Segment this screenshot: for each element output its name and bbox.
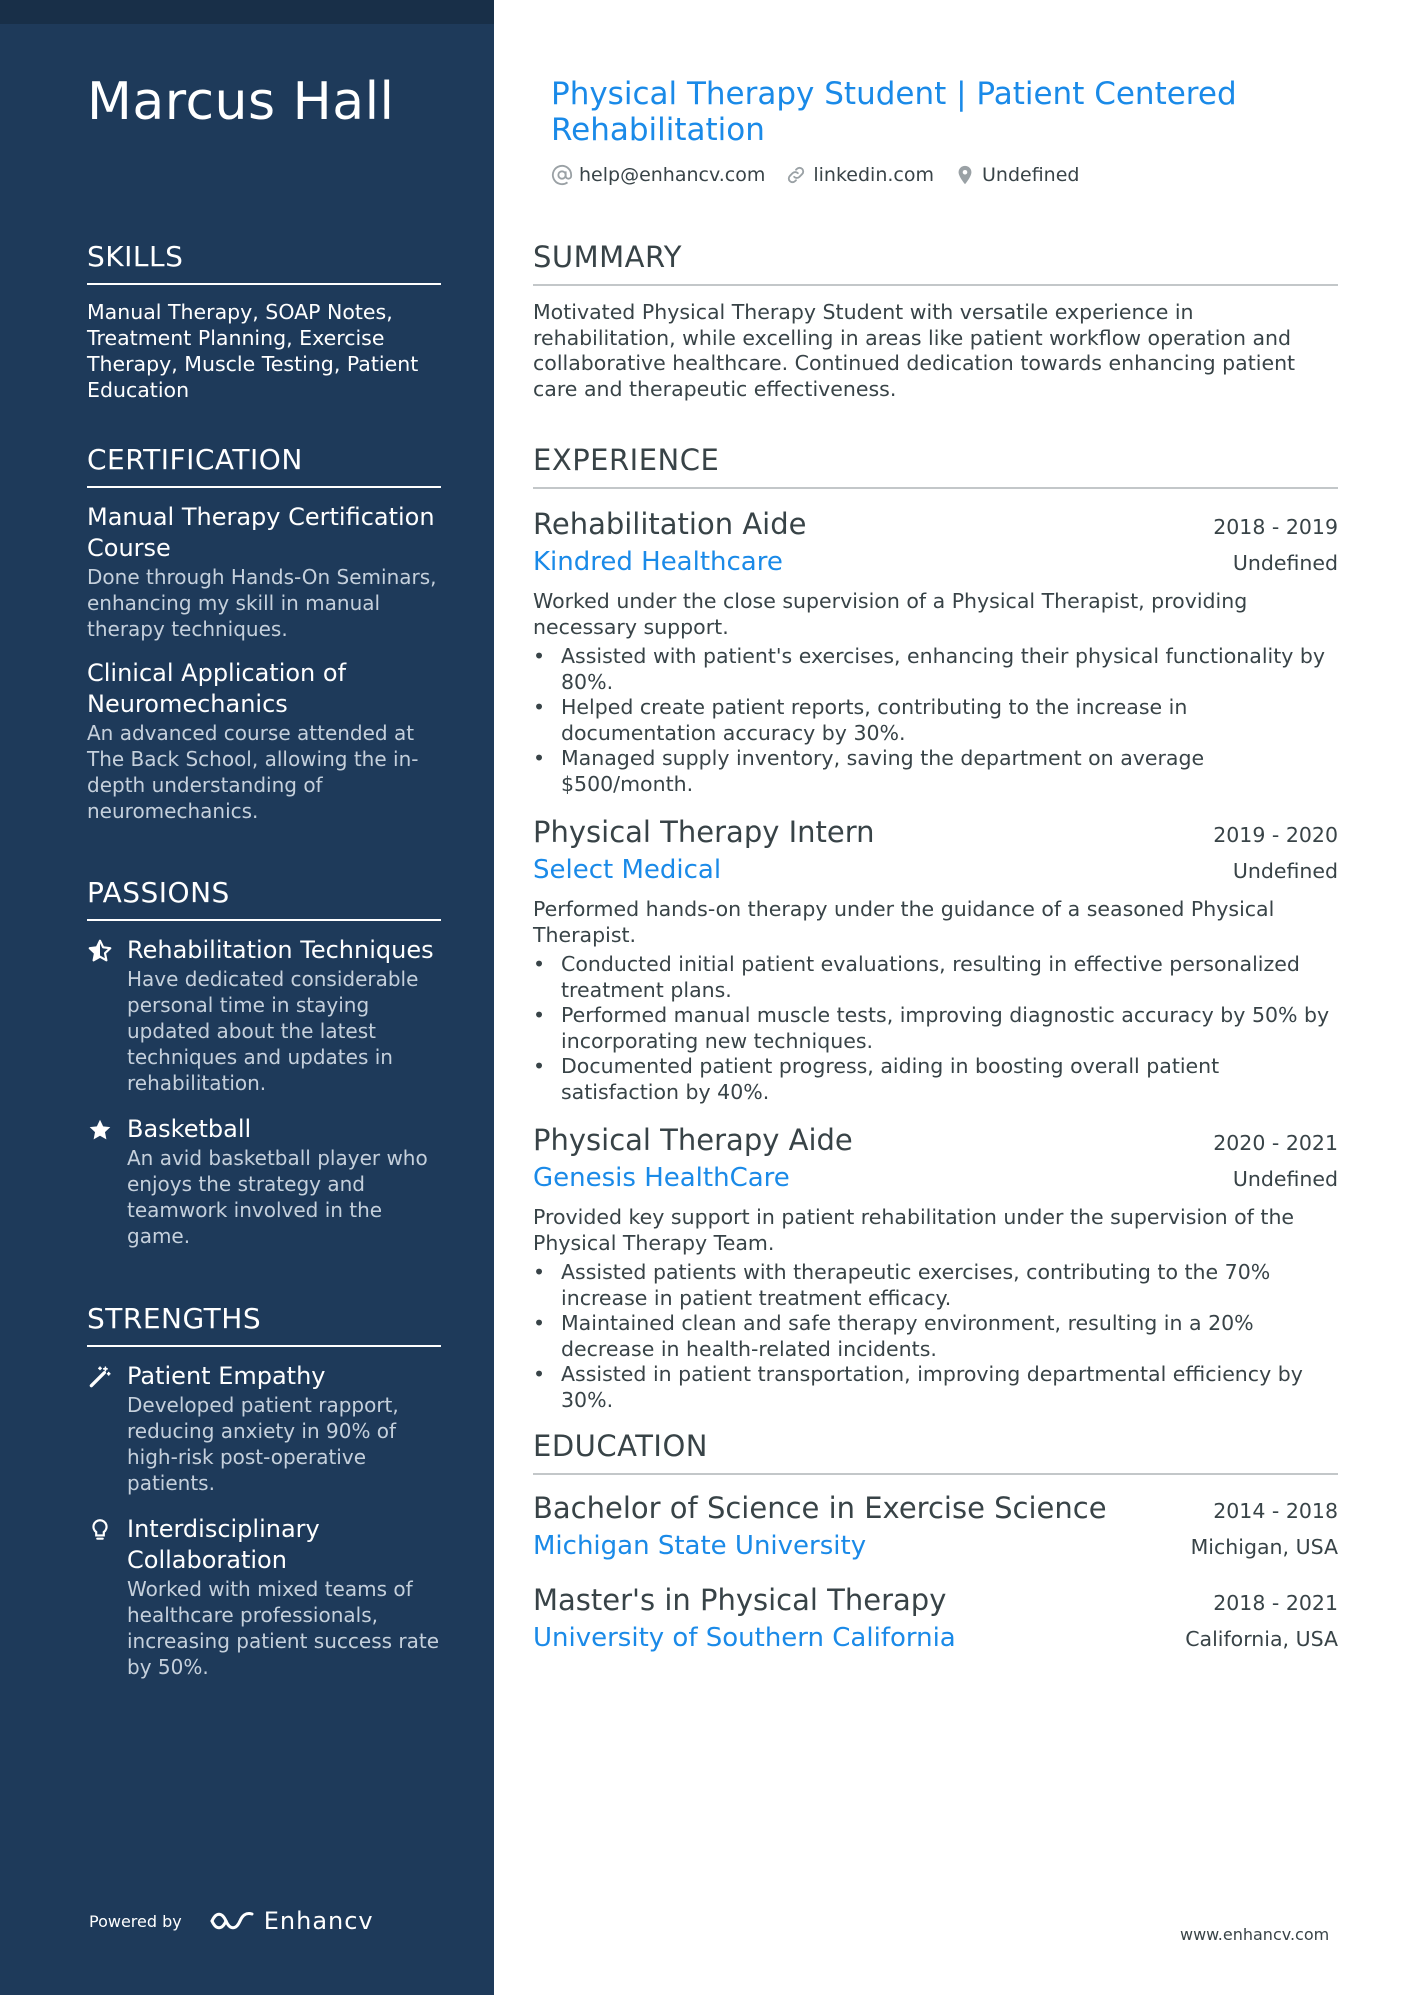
certification-item [87,502,441,642]
certification-item-title: Manual Therapy Certification Course [87,503,435,562]
job-bullet: • Documented patient progress, aiding in boosting overall patient satisfaction by 40%. [533,1054,1338,1105]
email-text[interactable]: help@enhancv.com [579,164,766,186]
education-title: EDUCATION [533,1429,1338,1475]
school-location: Michigan, USA [1190,1535,1338,1559]
job-bullet: • Assisted patients with therapeutic exercises, contributing to the 70% increase in patient treatment efficacy. [533,1260,1338,1311]
job-company: Genesis HealthCare [533,1163,790,1193]
lightbulb-icon [87,1517,113,1543]
passion-title: Basketball [127,1115,252,1143]
summary-text: Motivated Physical Therapy Student with versatile experience in rehabilitation, while excelling in areas like patient workflow operation and collaborative healthcare. Continued dedication towards enhancing patient care and therapeutic effectiveness. [533,300,1296,401]
at-sign-icon [551,164,573,186]
strength-item [87,1514,441,1680]
link-icon [785,164,807,186]
passion-desc: An avid basketball player who enjoys the strategy and teamwork involved in the game. [127,1146,428,1248]
job-bullet: • Assisted with patient's exercises, enhancing their physical functionality by 80%. [533,644,1338,695]
school-name: University of Southern California [533,1623,956,1653]
passion-item [87,1114,441,1249]
job-bullets [533,952,1338,1105]
star-half-icon [87,938,113,964]
job-company: Kindred Healthcare [533,547,783,577]
passions-title: PASSIONS [87,876,441,921]
job-company: Select Medical [533,855,722,885]
job-location: Undefined [1232,1167,1338,1191]
powered-by-label: Powered by [89,1911,182,1931]
certification-item-desc: An advanced course attended at The Back School, allowing the in-depth understanding of neuromechanics. [87,721,419,823]
job-bullet: • Helped create patient reports, contributing to the increase in documentation accuracy by 30%. [533,695,1338,746]
enhancv-brand: Enhancv [263,1907,374,1935]
skills-title: SKILLS [87,240,441,285]
education-entry [533,1491,1338,1561]
strength-item [87,1361,441,1496]
certification-title: CERTIFICATION [87,443,441,488]
job-bullet: • Conducted initial patient evaluations, resulting in effective personalized treatment plans. [533,952,1338,1003]
contact-email[interactable] [551,164,765,186]
school-name: Michigan State University [533,1531,867,1561]
job-title: Rehabilitation Aide [533,507,807,541]
passion-title: Rehabilitation Techniques [127,936,434,964]
star-icon [87,1117,113,1143]
linkedin-text[interactable]: linkedin.com [813,164,934,186]
summary-title: SUMMARY [533,240,1338,286]
location-text: Undefined [982,164,1080,186]
website-link[interactable]: www.enhancv.com [1180,1925,1330,1944]
education-dates: 2014 - 2018 [1213,1499,1338,1523]
certification-item-title: Clinical Application of Neuromechanics [87,659,347,718]
enhancv-logo-icon [208,1908,256,1934]
certification-section [87,443,441,840]
contact-linkedin[interactable] [785,164,934,186]
contact-bar [551,164,1099,186]
skills-section [87,240,441,403]
job-bullet: • Maintained clean and safe therapy environment, resulting in a 20% decrease in health-related incidents. [533,1311,1338,1362]
passion-desc: Have dedicated considerable personal time in staying updated about the latest techniques and updates in rehabilitation. [127,967,419,1095]
job-bullet: • Managed supply inventory, saving the department on average $500/month. [533,746,1338,797]
passions-section [87,876,441,1267]
strength-desc: Developed patient rapport, reducing anxiety in 90% of high-risk post-operative patients. [127,1393,399,1495]
education-dates: 2018 - 2021 [1213,1591,1338,1615]
degree-title: Bachelor of Science in Exercise Science [533,1491,1107,1525]
degree-title: Master's in Physical Therapy [533,1583,947,1617]
job-entry [533,507,1338,797]
certification-item [87,658,441,824]
job-title: Physical Therapy Aide [533,1123,853,1157]
strength-title: Interdisciplinary Collaboration [127,1515,320,1574]
job-title: Physical Therapy Intern [533,815,875,849]
job-location: Undefined [1232,551,1338,575]
strength-desc: Worked with mixed teams of healthcare professionals, increasing patient success rate by 50%. [127,1577,440,1679]
magic-wand-icon [87,1364,113,1390]
job-entry [533,815,1338,1105]
job-dates: 2019 - 2020 [1213,823,1338,847]
strengths-section [87,1302,441,1698]
job-description: Worked under the close supervision of a Physical Therapist, providing necessary support. [533,589,1248,639]
strength-title: Patient Empathy [127,1362,326,1390]
location-pin-icon [954,164,976,186]
school-location: California, USA [1185,1627,1338,1651]
job-description: Provided key support in patient rehabilitation under the supervision of the Physical Therapy Team. [533,1205,1295,1255]
strengths-title: STRENGTHS [87,1302,441,1347]
job-dates: 2020 - 2021 [1213,1131,1338,1155]
job-location: Undefined [1232,859,1338,883]
job-description: Performed hands-on therapy under the guidance of a seasoned Physical Therapist. [533,897,1275,947]
skills-text: Manual Therapy, SOAP Notes, Treatment Planning, Exercise Therapy, Muscle Testing, Patient Education [87,300,419,402]
job-bullet: • Performed manual muscle tests, improving diagnostic accuracy by 50% by incorporating new techniques. [533,1003,1338,1054]
contact-location [954,164,1079,186]
sidebar-top-band [0,0,494,24]
headline: Physical Therapy Student | Patient Centered Rehabilitation [551,76,1237,148]
candidate-name: Marcus Hall [87,72,395,132]
education-section [533,1429,1338,1653]
experience-section [533,443,1338,1413]
job-bullets [533,644,1338,797]
powered-by-footer [89,1907,374,1935]
experience-title: EXPERIENCE [533,443,1338,489]
summary-section [533,240,1338,402]
job-bullets [533,1260,1338,1413]
education-entry [533,1583,1338,1653]
certification-item-desc: Done through Hands-On Seminars, enhancing my skill in manual therapy techniques. [87,565,437,641]
job-bullet: • Assisted in patient transportation, improving departmental efficiency by 30%. [533,1362,1338,1413]
passion-item [87,935,441,1096]
job-dates: 2018 - 2019 [1213,515,1338,539]
job-entry [533,1123,1338,1413]
